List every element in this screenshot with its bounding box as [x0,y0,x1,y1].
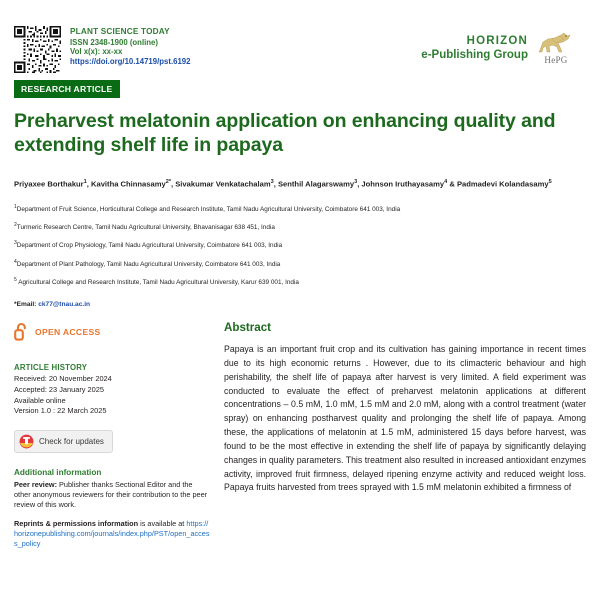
peer-review-note [14,480,210,510]
peer-review-label: Peer review: [14,480,57,490]
email-link[interactable]: ck77@tnau.ac.in [38,301,91,309]
open-padlock-icon [14,322,29,341]
masthead [0,0,600,73]
affiliation-item: $^3$Department of Crop Physiology, Tamil Nadu Agricultural University, Coimbatore 641 003, India [14,240,283,250]
affiliation-item: $^1$Department of Fruit Science, Horticultural College and Research Institute, Tamil Nadu Agricultural University, Coimbatore 641 003, India [14,203,401,213]
qr-code-icon [14,26,61,73]
history-accepted: Accepted: 23 January 2025 [14,384,104,394]
article-history-list [14,374,210,417]
journal-volume: Vol x(x): xx-xx [70,47,123,57]
hepg-logo [534,31,578,65]
hepg-label: HePG [544,55,568,65]
publisher-identity [421,26,586,65]
article-type-badge: RESEARCH ARTICLE [14,80,120,98]
additional-information-heading: Additional information [14,468,102,478]
author-list: Priyaxee Borthakur$^1$, Kavitha Chinnasamy$^{2*}$, Sivakumar Venkatachalam$^3$, Senthil Alagarswamy$^3$, Johnson Iruthayasamy$^4$ & Padmadevi Kolandasamy$^5$ [14,178,552,189]
crossmark-icon [19,434,34,449]
abstract-text: Papaya is an important fruit crop and its cultivation has gaining importance in recent times due to its high economic returns . However, due to its climacteric behaviour and high perishability, the shelf life of papaya after harvest is very limited. A field experiment was conducted to evaluate the effect of preharvest melatonin applications at different concentrations – 0.5 mM, 1.0 mM, 1.5 mM and 2.0 mM, along with a control treatment (water spray) on enhancing postharvest quality and prolonging the shelf life of papaya. Among these, the applications of melatonin at 1.5 mM, administered 15 days before harvest, was found to be the most effective in extending the shelf life of papaya by significantly delaying changes in quality parameters. This treatment also resulted in increased antioxidant enzymes activity, improved fruit firmness, delayed ripening enzyme activity and reduced weight loss. Papaya fruits harvested from trees sprayed with 1.5 mM melatonin exhibited a firmness of [224,344,586,493]
page-title: Preharvest melatonin application on enhancing quality and extending shelf life in papaya [14,110,556,156]
banner-row [0,73,600,98]
affiliation-item: $^2$Turmeric Research Centre, Tamil Nadu Agricultural University, Bhavanisagar 638 451, India [14,222,275,232]
journal-text-block [70,26,190,67]
affiliation-list [0,190,600,288]
check-for-updates-button[interactable] [14,430,113,453]
publisher-text-block [421,34,528,63]
affiliation-item: $^5$ Agricultural College and Research Institute, Tamil Nadu Agricultural University, Karur 639 001, India [14,276,299,287]
journal-issn: ISSN 2348-1900 (online) [70,37,158,47]
reprints-note [14,519,210,549]
history-version: Version 1.0 : 22 March 2025 [14,406,107,416]
journal-doi-link[interactable]: https://doi.org/10.14719/pst.6192 [70,57,191,67]
history-available-online: Available online [14,395,66,405]
reprints-policy-link[interactable]: https://horizonepublishing.com/journals/index.php/PST/open_access_policy [14,519,210,549]
publisher-name: HORIZON [466,34,528,47]
open-access-badge[interactable] [14,322,210,341]
abstract-heading: Abstract [224,321,272,335]
journal-name: PLANT SCIENCE TODAY [70,27,170,36]
peer-review-text: Publisher thanks Sectional Editor and the other anonymous reviewers for their contribution to the peer review of this work. [14,480,208,510]
griffin-icon [534,31,574,57]
journal-identity [14,26,190,73]
open-access-label: OPEN ACCESS [35,326,101,337]
history-received: Received: 20 November 2024 [14,374,112,384]
reprints-label: Reprints & permissions information [14,519,139,529]
affiliation-item: $^4$Department of Plant Pathology, Tamil Nadu Agricultural University, Coimbatore 641 003, India [14,258,281,268]
abstract-column [224,318,586,549]
check-for-updates-label: Check for updates [39,437,104,447]
corresponding-email [0,295,600,308]
sidebar-column [14,318,210,549]
publisher-group: e-Publishing Group [421,49,528,61]
article-history-heading: ARTICLE HISTORY [14,363,88,373]
reprints-text: is available at [138,519,187,529]
email-label: *Email: [14,301,37,309]
content-columns [0,318,600,549]
